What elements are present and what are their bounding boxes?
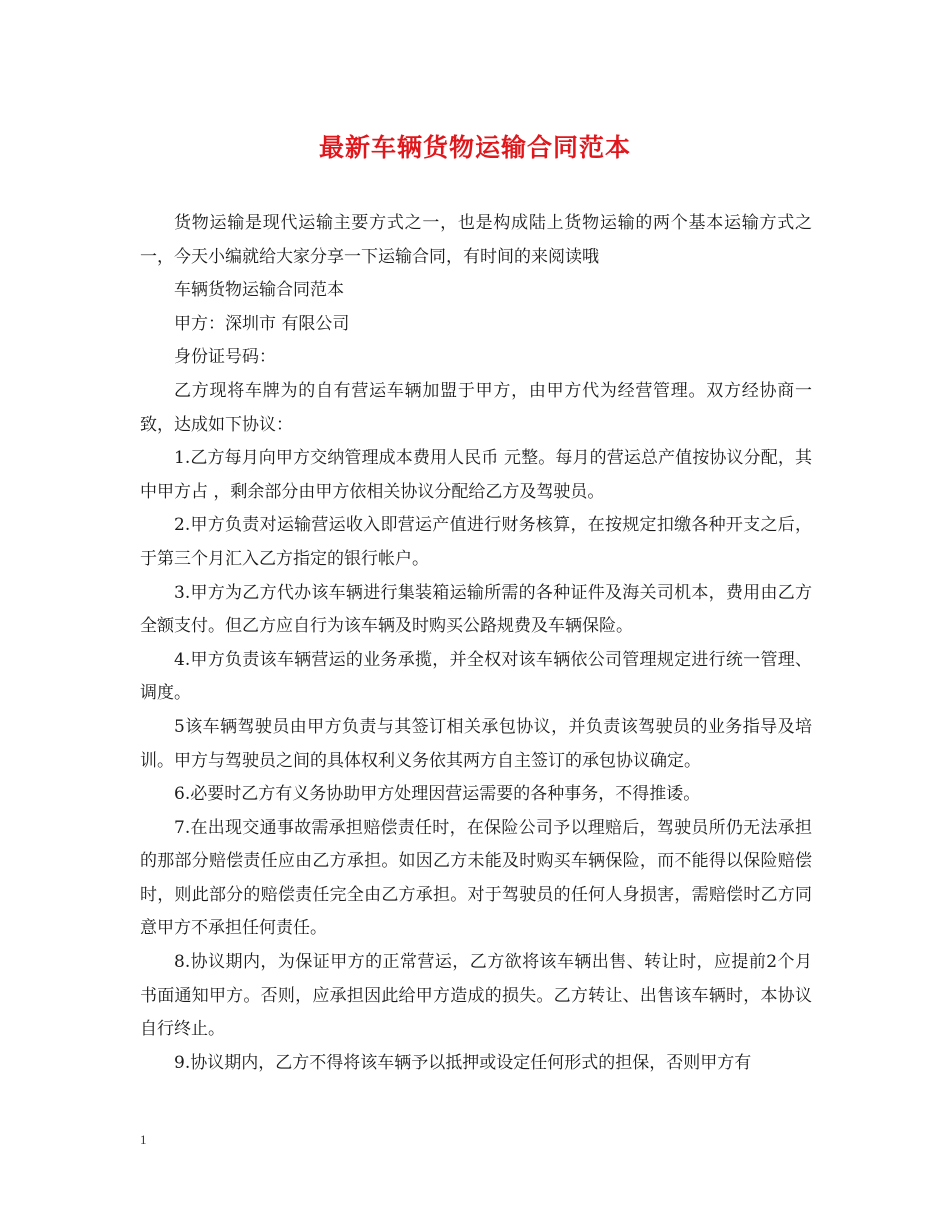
document-body — [140, 207, 812, 1080]
clause-3: 3.甲方为乙方代办该车辆进行集装箱运输所需的各种证件及海关司机本，费用由乙方全额支付。但乙方应自行为该车辆及时购买公路规费及车辆保险。 — [140, 582, 812, 637]
document-title: 最新车辆货物运输合同范本 — [318, 133, 631, 162]
page-number: 1 — [140, 1132, 147, 1147]
clause-1: 1.乙方每月向甲方交纳管理成本费用人民币 元整。每月的营运总产值按协议分配，其中甲方占 ，剩余部分由甲方依相关协议分配给乙方及驾驶员。 — [140, 448, 812, 502]
clause-8: 8.协议期内，为保证甲方的正常营运，乙方欲将该车辆出售、转让时，应提前2个月书面通知甲方。否则，应承担因此给甲方造成的损失。乙方转让、出售该车辆时，本协议自行终止。 — [140, 952, 812, 1040]
preamble-paragraph: 乙方现将车牌为的自有营运车辆加盟于甲方，由甲方代为经营管理。双方经协商一致，达成如下协议： — [140, 380, 812, 435]
contract-heading: 车辆货物运输合同范本 — [174, 280, 344, 301]
clause-2: 2.甲方负责对运输营运收入即营运产值进行财务核算，在按规定扣缴各种开支之后，于第三个月汇入乙方指定的银行帐户。 — [140, 515, 812, 569]
party-a-line: 甲方：深圳市 有限公司 — [174, 313, 350, 334]
clause-6: 6.必要时乙方有义务协助甲方处理因营运需要的各种事务，不得推诿。 — [174, 784, 701, 805]
clause-9: 9.协议期内，乙方不得将该车辆予以抵押或设定任何形式的担保，否则甲方有 — [174, 1052, 752, 1073]
id-number-line: 身份证号码： — [174, 347, 276, 368]
intro-paragraph: 货物运输是现代运输主要方式之一，也是构成陆上货物运输的两个基本运输方式之一，今天小编就给大家分享一下运输合同，有时间的来阅读哦 — [140, 213, 812, 267]
clause-7: 7.在出现交通事故需承担赔偿责任时，在保险公司予以理赔后，驾驶员所仍无法承担的那部分赔偿责任应由乙方承担。如因乙方未能及时购买车辆保险，而不能得以保险赔偿时，则此部分的赔偿责任完全由乙方承担。对于驾驶员的任何人身损害，需赔偿时乙方同意甲方不承担任何责任。 — [140, 817, 812, 939]
clause-4: 4.甲方负责该车辆营运的业务承揽，并全权对该车辆依公司管理规定进行统一管理、调度。 — [140, 649, 812, 704]
clause-5: 5该车辆驾驶员由甲方负责与其签订相关承包协议，并负责该驾驶员的业务指导及培训。甲方与驾驶员之间的具体权利义务依其两方自主签订的承包协议确定。 — [140, 716, 812, 771]
